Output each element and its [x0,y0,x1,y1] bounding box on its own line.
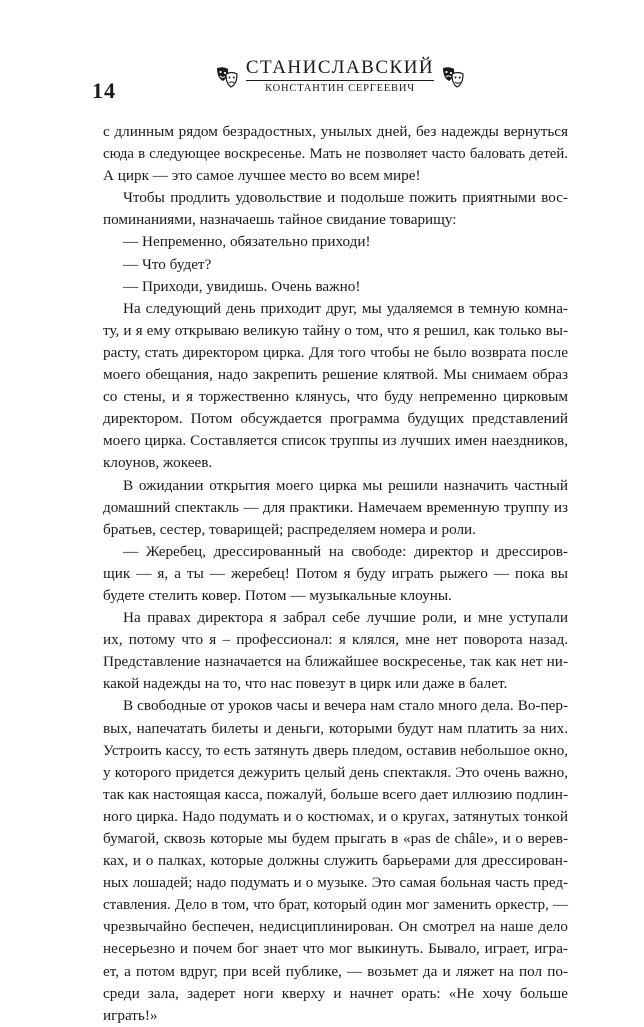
text-line: — Приходи, увидишь. Очень важно! [123,277,361,295]
text-line: — Жеребец, дрессированный на свободе: директор и дрессиров- [123,542,568,560]
text-line: сюда в следующее воскресенье. Мать не позволяет часто баловать детей. [103,146,568,163]
text-line: играть!» [103,1006,158,1024]
text-line: ного цирка. Надо подумать и о костюмах, и о кругах, затянутых тонкой [103,807,568,825]
page-number: 14 [92,78,116,103]
text-line: На правах директора я забрал себе лучшие роли, и мне уступали [123,609,568,627]
text-line: ет, а потом вдруг, при всей публике, — возьмет да и ляжет на пол по- [103,962,568,980]
text-line: На следующий день приходит друг, мы удаляемся в темную комна- [123,299,568,317]
text-line: клоунов, жокеев. [103,454,213,472]
text-line: моего цирка. Составляется список труппы из лучших имен наездников, [103,432,568,450]
text-line: ту, и я ему открываю великую тайну о том, что я решил, как только вы- [103,321,568,339]
text-line: А цирк — это самое лучшее место во всем мире! [103,167,421,185]
text-line: будете стелить ковер. Потом — музыкальные клоуны. [103,586,452,604]
text-line: ных лошадей; надо подумать и о музыке. Это самая больная часть пред- [103,875,568,892]
text-line: их, потому что я – профессионал: я клялся, мне нет поворота назад. [103,631,568,649]
text-line: директором. Потом обсуждается программа будущих представлений [103,410,568,428]
text-line: бумагой, сквозь которые мы будем прыгать в «pas de châle», и о верев- [103,830,568,847]
text-line: вых, напечатать билеты и деньги, которыми будут нам платить за них. [103,719,568,737]
text-line: Устроить кассу, то есть затянуть дверь пледом, оставив небольшое окно, [103,742,568,759]
text-line: моего обещания, надо закрепить решение клятвой. Мы снимаем образ [103,366,568,384]
theatre-masks-icon [214,64,240,90]
text-line: так как настоящая касса, пожалуй, больше всего дает иллюзию подлин- [103,785,568,803]
header-title: СТАНИСЛАВСКИЙ [246,58,434,81]
text-line: со стены, и я торжественно клянусь, что буду непременно цирковым [103,388,568,406]
text-line: расту, стать директором цирка. Для того чтобы не было возврата после [103,343,568,361]
text-line: Чтобы продлить удовольствие и подольше пожить приятными вос- [123,189,568,207]
text-line: с длинным рядом безрадостных, унылых дней, без надежды вернуться [103,123,568,140]
text-line: братьев, сестер, товарищей; распределяем номера и роли. [103,520,476,538]
text-line: у которого придется дежурить целый день спектакля. Это очень важно, [103,763,568,781]
text-line: ках, и о палках, которые должны служить барьерами для дрессирован- [103,852,568,870]
text-line: чрезвычайно беспечен, недисциплинирован. Он смотрел на наше дело [103,918,568,936]
text-line: щик — я, а ты — жеребец! Потом я буду играть рыжего — пока вы [103,564,568,582]
running-header [222,58,458,96]
text-line: — Что будет? [123,255,212,273]
header-subtitle: КОНСТАНТИН СЕРГЕЕВИЧ [265,83,415,94]
text-line: В ожидании открытия моего цирка мы решили назначить частный [123,476,568,494]
text-line: В свободные от уроков часы и вечера нам стало много дела. Во-пер- [123,697,568,715]
theatre-masks-icon [440,64,466,90]
text-line: домашний спектакль — для практики. Намечаем временную труппу из [103,498,568,516]
text-line: Представление назначается на ближайшее воскресенье, так как нет ни- [103,653,568,671]
text-line: несерьезно и почем бог знает что мог выкинуть. Бывало, играет, игра- [103,940,568,958]
text-line: — Непременно, обязательно приходи! [123,233,371,251]
text-line: среди зала, задерет ноги кверху и начнет орать: «Не хочу больше [103,984,568,1002]
text-line: поминаниями, назначаешь тайное свидание товарищу: [103,211,457,229]
body-text [103,121,568,1027]
text-line: какой надежды на то, что нас повезут в цирк или даже в балет. [103,675,508,693]
text-line: ставления. Дело в том, что брат, который один мог заменить оркестр, — [103,897,568,914]
